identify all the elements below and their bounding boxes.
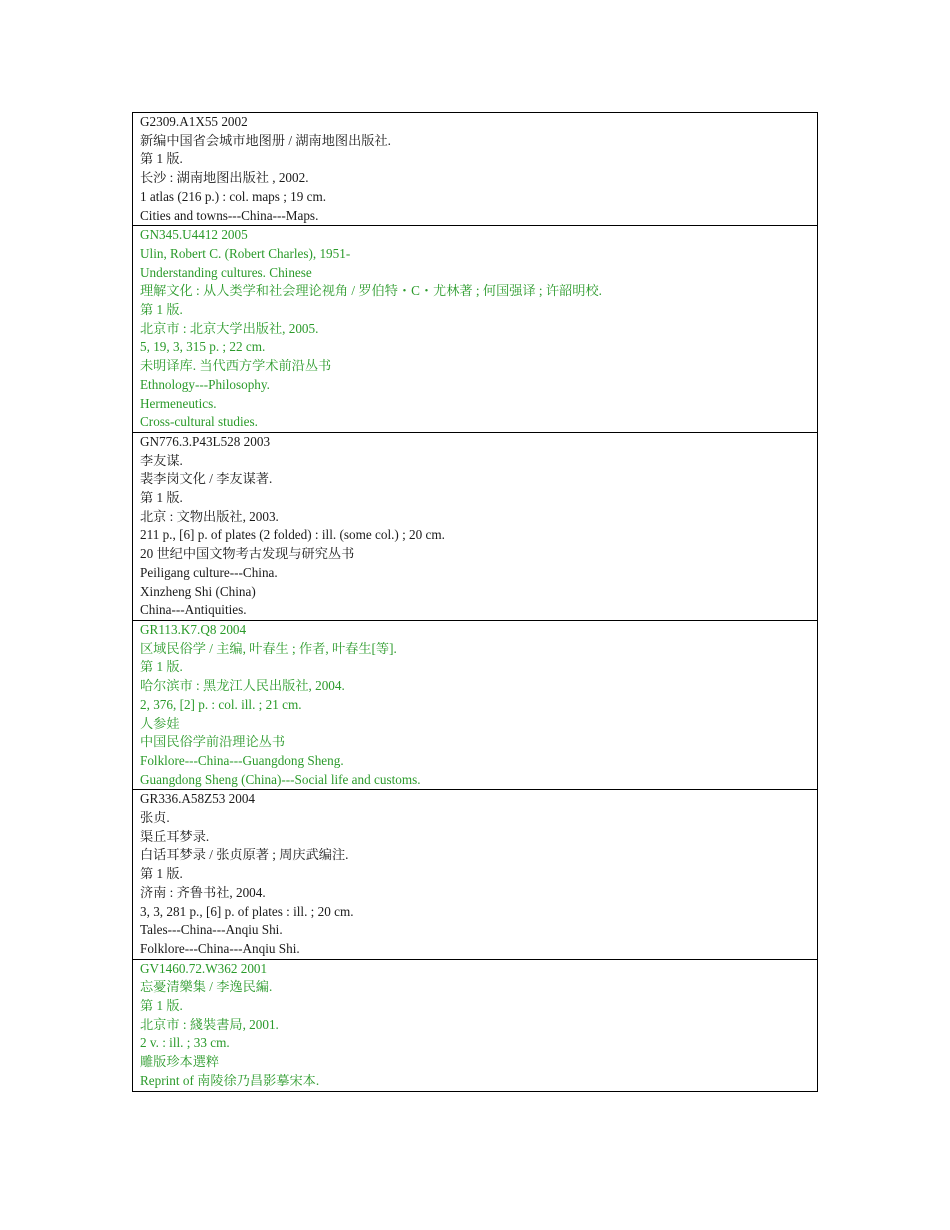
record-line: 中国民俗学前沿理论丛书 (140, 734, 286, 750)
call-number: G2309.A1X55 2002 (140, 114, 248, 129)
call-number: GN776.3.P43L528 2003 (140, 433, 271, 449)
record-row (133, 226, 818, 433)
record-cell (133, 620, 818, 789)
record-line: 2 v. : ill. ; 33 cm. (140, 1035, 230, 1051)
record-line: 第 1 版. (140, 998, 183, 1014)
record-line: 北京市 : 綫裝書局, 2001. (140, 1016, 279, 1032)
record-line: Peiligang culture---China. (140, 564, 278, 580)
record-row (133, 620, 818, 789)
record-line: 裴李岗文化 / 李友谋著. (140, 471, 273, 487)
record-line: 哈尔滨市 : 黑龙江人民出版社, 2004. (140, 678, 345, 694)
record-line: Cross-cultural studies. (140, 414, 258, 430)
call-number: GR336.A58Z53 2004 (140, 791, 256, 807)
record-row (133, 432, 818, 620)
record-line: China---Antiquities. (140, 602, 247, 618)
record-line: 未明译库. 当代西方学术前沿丛书 (140, 358, 332, 374)
catalog-records-table (132, 112, 818, 1092)
record-cell (133, 432, 818, 620)
record-line: Guangdong Sheng (China)---Social life and customs. (140, 771, 421, 787)
record-line: 渠丘耳梦录. (140, 828, 210, 844)
record-line: Understanding cultures. Chinese (140, 264, 312, 280)
record-line: Folklore---China---Guangdong Sheng. (140, 752, 344, 768)
record-line: 李友谋. (140, 452, 183, 468)
record-line: 理解文化 : 从人类学和社会理论视角 / 罗伯特・C・尤林著 ; 何国强译 ; 许韶明校. (140, 283, 602, 299)
record-line: 雕版珍本選粹 (140, 1054, 220, 1070)
record-line: Folklore---China---Anqiu Shi. (140, 940, 300, 956)
record-line: 第 1 版. (140, 659, 183, 675)
record-line: 北京 : 文物出版社, 2003. (140, 508, 279, 524)
record-line: 区域民俗学 / 主编, 叶春生 ; 作者, 叶春生[等]. (140, 640, 397, 656)
record-line: 人参娃 (140, 715, 180, 731)
record-line: Tales---China---Anqiu Shi. (140, 922, 283, 938)
record-line: 新编中国省会城市地图册 / 湖南地图出版社. (140, 132, 391, 148)
record-line: Hermeneutics. (140, 395, 217, 411)
record-line: 忘憂清樂集 / 李逸民編. (140, 979, 273, 995)
record-line: 3, 3, 281 p., [6] p. of plates : ill. ; 20 cm. (140, 903, 354, 919)
record-cell (133, 959, 818, 1091)
record-cell (133, 226, 818, 433)
record-line: 2, 376, [2] p. : col. ill. ; 21 cm. (140, 696, 302, 712)
record-line: Xinzheng Shi (China) (140, 583, 256, 599)
record-line: 济南 : 齐鲁书社, 2004. (140, 884, 266, 900)
record-line: 长沙 : 湖南地图出版社 , 2002. (140, 170, 309, 186)
record-line: Ethnology---Philosophy. (140, 376, 270, 392)
record-line: 白话耳梦录 / 张贞原著 ; 周庆武编注. (140, 847, 349, 863)
record-line: Ulin, Robert C. (Robert Charles), 1951- (140, 245, 351, 261)
call-number: GN345.U4412 2005 (140, 227, 248, 243)
record-line: 第 1 版. (140, 151, 183, 167)
record-line: 1 atlas (216 p.) : col. maps ; 19 cm. (140, 188, 327, 204)
record-line: 北京市 : 北京大学出版社, 2005. (140, 320, 319, 336)
record-line: 第 1 版. (140, 302, 183, 318)
record-row (133, 790, 818, 959)
record-cell (133, 113, 818, 226)
catalog-records-body (133, 113, 818, 1092)
record-line: 20 世纪中国文物考古发现与研究丛书 (140, 546, 355, 562)
record-line: 张贞. (140, 810, 170, 826)
record-cell (133, 790, 818, 959)
record-line: 第 1 版. (140, 866, 183, 882)
call-number: GR113.K7.Q8 2004 (140, 621, 247, 637)
record-line: Cities and towns---China---Maps. (140, 207, 319, 223)
record-line: 211 p., [6] p. of plates (2 folded) : ill. (some col.) ; 20 cm. (140, 527, 445, 543)
record-row (133, 113, 818, 226)
call-number: GV1460.72.W362 2001 (140, 960, 268, 976)
record-line: 第 1 版. (140, 490, 183, 506)
record-line: Reprint of 南陵徐乃昌影摹宋本. (140, 1072, 320, 1088)
record-row (133, 959, 818, 1091)
record-line: 5, 19, 3, 315 p. ; 22 cm. (140, 339, 266, 355)
